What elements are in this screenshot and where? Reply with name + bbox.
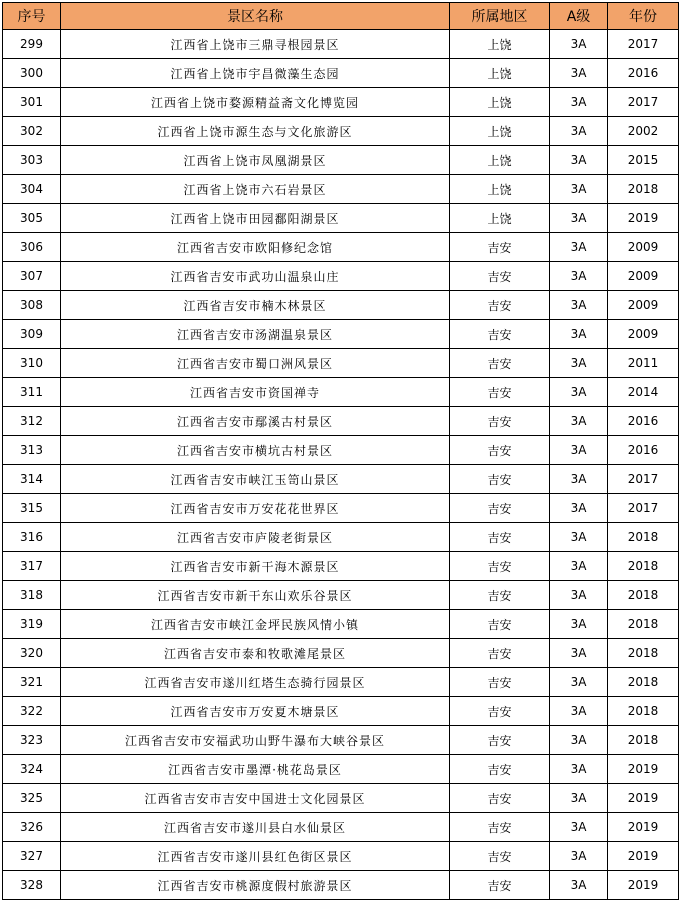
cell-year: 2019 bbox=[608, 813, 679, 842]
cell-region: 吉安 bbox=[450, 668, 550, 697]
cell-scenic-name: 江西省吉安市万安花花世界区 bbox=[61, 494, 450, 523]
cell-year: 2018 bbox=[608, 552, 679, 581]
cell-scenic-name: 江西省吉安市遂川县红色街区景区 bbox=[61, 842, 450, 871]
cell-serial: 313 bbox=[3, 436, 61, 465]
cell-region: 吉安 bbox=[450, 813, 550, 842]
cell-a-level: 3A bbox=[550, 349, 608, 378]
cell-year: 2009 bbox=[608, 262, 679, 291]
cell-a-level: 3A bbox=[550, 465, 608, 494]
cell-year: 2018 bbox=[608, 610, 679, 639]
cell-a-level: 3A bbox=[550, 88, 608, 117]
cell-region: 上饶 bbox=[450, 117, 550, 146]
cell-region: 吉安 bbox=[450, 639, 550, 668]
cell-region: 吉安 bbox=[450, 407, 550, 436]
table-row bbox=[3, 407, 679, 436]
cell-scenic-name: 江西省吉安市鄢溪古村景区 bbox=[61, 407, 450, 436]
cell-a-level: 3A bbox=[550, 784, 608, 813]
cell-year: 2018 bbox=[608, 581, 679, 610]
cell-region: 吉安 bbox=[450, 697, 550, 726]
table-row bbox=[3, 755, 679, 784]
cell-region: 吉安 bbox=[450, 581, 550, 610]
table-row bbox=[3, 871, 679, 900]
cell-serial: 310 bbox=[3, 349, 61, 378]
table-row bbox=[3, 842, 679, 871]
header-serial: 序号 bbox=[3, 3, 61, 30]
cell-a-level: 3A bbox=[550, 697, 608, 726]
cell-scenic-name: 江西省上饶市三鼎寻根园景区 bbox=[61, 30, 450, 59]
cell-scenic-name: 江西省上饶市田园鄱阳湖景区 bbox=[61, 204, 450, 233]
cell-year: 2019 bbox=[608, 755, 679, 784]
cell-year: 2019 bbox=[608, 871, 679, 900]
cell-serial: 316 bbox=[3, 523, 61, 552]
cell-region: 吉安 bbox=[450, 871, 550, 900]
cell-year: 2009 bbox=[608, 320, 679, 349]
cell-a-level: 3A bbox=[550, 610, 608, 639]
cell-year: 2017 bbox=[608, 30, 679, 59]
table-row bbox=[3, 813, 679, 842]
cell-scenic-name: 江西省上饶市源生态与文化旅游区 bbox=[61, 117, 450, 146]
cell-a-level: 3A bbox=[550, 726, 608, 755]
cell-a-level: 3A bbox=[550, 668, 608, 697]
cell-scenic-name: 江西省吉安市楠木林景区 bbox=[61, 291, 450, 320]
cell-serial: 311 bbox=[3, 378, 61, 407]
cell-a-level: 3A bbox=[550, 755, 608, 784]
cell-scenic-name: 江西省上饶市婺源精益斋文化博览园 bbox=[61, 88, 450, 117]
cell-year: 2018 bbox=[608, 523, 679, 552]
cell-a-level: 3A bbox=[550, 494, 608, 523]
cell-serial: 308 bbox=[3, 291, 61, 320]
cell-region: 吉安 bbox=[450, 523, 550, 552]
cell-scenic-name: 江西省吉安市庐陵老街景区 bbox=[61, 523, 450, 552]
cell-a-level: 3A bbox=[550, 436, 608, 465]
cell-serial: 315 bbox=[3, 494, 61, 523]
table-row bbox=[3, 494, 679, 523]
cell-region: 吉安 bbox=[450, 465, 550, 494]
cell-a-level: 3A bbox=[550, 523, 608, 552]
table-row bbox=[3, 639, 679, 668]
cell-scenic-name: 江西省上饶市宇昌微藻生态园 bbox=[61, 59, 450, 88]
cell-serial: 309 bbox=[3, 320, 61, 349]
table-row bbox=[3, 262, 679, 291]
cell-scenic-name: 江西省吉安市武功山温泉山庄 bbox=[61, 262, 450, 291]
cell-serial: 302 bbox=[3, 117, 61, 146]
cell-serial: 303 bbox=[3, 146, 61, 175]
cell-year: 2018 bbox=[608, 726, 679, 755]
table-row bbox=[3, 523, 679, 552]
cell-scenic-name: 江西省吉安市安福武功山野牛瀑布大峡谷景区 bbox=[61, 726, 450, 755]
cell-region: 吉安 bbox=[450, 291, 550, 320]
cell-a-level: 3A bbox=[550, 233, 608, 262]
cell-year: 2019 bbox=[608, 784, 679, 813]
cell-region: 吉安 bbox=[450, 320, 550, 349]
table-row bbox=[3, 320, 679, 349]
cell-a-level: 3A bbox=[550, 117, 608, 146]
table-row bbox=[3, 552, 679, 581]
cell-scenic-name: 江西省吉安市汤湖温泉景区 bbox=[61, 320, 450, 349]
table-row bbox=[3, 784, 679, 813]
cell-a-level: 3A bbox=[550, 262, 608, 291]
header-region: 所属地区 bbox=[450, 3, 550, 30]
cell-year: 2019 bbox=[608, 842, 679, 871]
cell-region: 吉安 bbox=[450, 378, 550, 407]
cell-scenic-name: 江西省吉安市泰和牧歌滩尾景区 bbox=[61, 639, 450, 668]
cell-region: 吉安 bbox=[450, 726, 550, 755]
cell-serial: 306 bbox=[3, 233, 61, 262]
cell-scenic-name: 江西省吉安市遂川红塔生态骑行园景区 bbox=[61, 668, 450, 697]
cell-serial: 307 bbox=[3, 262, 61, 291]
cell-scenic-name: 江西省吉安市新干东山欢乐谷景区 bbox=[61, 581, 450, 610]
table-row bbox=[3, 349, 679, 378]
cell-region: 吉安 bbox=[450, 436, 550, 465]
cell-region: 上饶 bbox=[450, 59, 550, 88]
table-row bbox=[3, 291, 679, 320]
cell-year: 2009 bbox=[608, 291, 679, 320]
cell-scenic-name: 江西省吉安市新干海木源景区 bbox=[61, 552, 450, 581]
cell-year: 2016 bbox=[608, 407, 679, 436]
table-row bbox=[3, 233, 679, 262]
table-row bbox=[3, 378, 679, 407]
cell-region: 吉安 bbox=[450, 349, 550, 378]
table-row bbox=[3, 436, 679, 465]
cell-region: 上饶 bbox=[450, 175, 550, 204]
cell-scenic-name: 江西省吉安市欧阳修纪念馆 bbox=[61, 233, 450, 262]
cell-a-level: 3A bbox=[550, 581, 608, 610]
cell-serial: 319 bbox=[3, 610, 61, 639]
cell-region: 吉安 bbox=[450, 552, 550, 581]
table-header bbox=[3, 3, 679, 30]
cell-a-level: 3A bbox=[550, 813, 608, 842]
cell-region: 吉安 bbox=[450, 233, 550, 262]
cell-serial: 325 bbox=[3, 784, 61, 813]
cell-year: 2011 bbox=[608, 349, 679, 378]
header-row bbox=[3, 3, 679, 30]
cell-scenic-name: 江西省吉安市资国禅寺 bbox=[61, 378, 450, 407]
cell-a-level: 3A bbox=[550, 59, 608, 88]
cell-year: 2018 bbox=[608, 175, 679, 204]
cell-a-level: 3A bbox=[550, 175, 608, 204]
cell-a-level: 3A bbox=[550, 30, 608, 59]
cell-serial: 317 bbox=[3, 552, 61, 581]
cell-region: 吉安 bbox=[450, 842, 550, 871]
cell-serial: 326 bbox=[3, 813, 61, 842]
cell-a-level: 3A bbox=[550, 407, 608, 436]
cell-year: 2019 bbox=[608, 204, 679, 233]
header-scenic-name: 景区名称 bbox=[61, 3, 450, 30]
cell-scenic-name: 江西省吉安市万安夏木塘景区 bbox=[61, 697, 450, 726]
cell-serial: 328 bbox=[3, 871, 61, 900]
cell-region: 上饶 bbox=[450, 204, 550, 233]
cell-serial: 321 bbox=[3, 668, 61, 697]
cell-year: 2002 bbox=[608, 117, 679, 146]
cell-year: 2018 bbox=[608, 639, 679, 668]
cell-year: 2018 bbox=[608, 697, 679, 726]
cell-serial: 301 bbox=[3, 88, 61, 117]
header-a-level: A级 bbox=[550, 3, 608, 30]
cell-scenic-name: 江西省吉安市横坑古村景区 bbox=[61, 436, 450, 465]
cell-scenic-name: 江西省吉安市桃源度假村旅游景区 bbox=[61, 871, 450, 900]
cell-year: 2016 bbox=[608, 59, 679, 88]
cell-region: 上饶 bbox=[450, 88, 550, 117]
table-row bbox=[3, 204, 679, 233]
table-row bbox=[3, 668, 679, 697]
cell-a-level: 3A bbox=[550, 291, 608, 320]
cell-a-level: 3A bbox=[550, 146, 608, 175]
cell-year: 2014 bbox=[608, 378, 679, 407]
table-row bbox=[3, 610, 679, 639]
cell-a-level: 3A bbox=[550, 639, 608, 668]
table-row bbox=[3, 465, 679, 494]
table-body bbox=[3, 30, 679, 900]
cell-region: 上饶 bbox=[450, 146, 550, 175]
cell-scenic-name: 江西省上饶市六石岩景区 bbox=[61, 175, 450, 204]
cell-a-level: 3A bbox=[550, 871, 608, 900]
cell-scenic-name: 江西省吉安市峡江玉笥山景区 bbox=[61, 465, 450, 494]
cell-scenic-name: 江西省吉安市蜀口洲风景区 bbox=[61, 349, 450, 378]
cell-scenic-name: 江西省吉安市峡江金坪民族风情小镇 bbox=[61, 610, 450, 639]
cell-scenic-name: 江西省吉安市遂川县白水仙景区 bbox=[61, 813, 450, 842]
header-year: 年份 bbox=[608, 3, 679, 30]
cell-year: 2017 bbox=[608, 465, 679, 494]
cell-region: 上饶 bbox=[450, 30, 550, 59]
cell-region: 吉安 bbox=[450, 494, 550, 523]
cell-year: 2017 bbox=[608, 494, 679, 523]
cell-serial: 323 bbox=[3, 726, 61, 755]
cell-year: 2018 bbox=[608, 668, 679, 697]
cell-serial: 300 bbox=[3, 59, 61, 88]
cell-scenic-name: 江西省上饶市凤凰湖景区 bbox=[61, 146, 450, 175]
table-row bbox=[3, 59, 679, 88]
cell-a-level: 3A bbox=[550, 552, 608, 581]
cell-a-level: 3A bbox=[550, 204, 608, 233]
table-row bbox=[3, 117, 679, 146]
cell-serial: 314 bbox=[3, 465, 61, 494]
cell-serial: 318 bbox=[3, 581, 61, 610]
cell-serial: 304 bbox=[3, 175, 61, 204]
cell-region: 吉安 bbox=[450, 610, 550, 639]
table-row bbox=[3, 88, 679, 117]
cell-serial: 312 bbox=[3, 407, 61, 436]
cell-region: 吉安 bbox=[450, 262, 550, 291]
table-row bbox=[3, 146, 679, 175]
cell-a-level: 3A bbox=[550, 842, 608, 871]
cell-serial: 322 bbox=[3, 697, 61, 726]
cell-year: 2015 bbox=[608, 146, 679, 175]
cell-a-level: 3A bbox=[550, 320, 608, 349]
cell-region: 吉安 bbox=[450, 755, 550, 784]
table-row bbox=[3, 581, 679, 610]
table-row bbox=[3, 726, 679, 755]
cell-a-level: 3A bbox=[550, 378, 608, 407]
cell-year: 2016 bbox=[608, 436, 679, 465]
cell-serial: 305 bbox=[3, 204, 61, 233]
scenic-area-table-container bbox=[2, 2, 679, 900]
table-row bbox=[3, 30, 679, 59]
scenic-area-table bbox=[2, 2, 679, 900]
table-row bbox=[3, 175, 679, 204]
cell-serial: 299 bbox=[3, 30, 61, 59]
table-row bbox=[3, 697, 679, 726]
cell-serial: 324 bbox=[3, 755, 61, 784]
cell-year: 2009 bbox=[608, 233, 679, 262]
cell-scenic-name: 江西省吉安市墨潭·桃花岛景区 bbox=[61, 755, 450, 784]
cell-year: 2017 bbox=[608, 88, 679, 117]
cell-scenic-name: 江西省吉安市吉安中国进士文化园景区 bbox=[61, 784, 450, 813]
cell-serial: 327 bbox=[3, 842, 61, 871]
cell-region: 吉安 bbox=[450, 784, 550, 813]
cell-serial: 320 bbox=[3, 639, 61, 668]
